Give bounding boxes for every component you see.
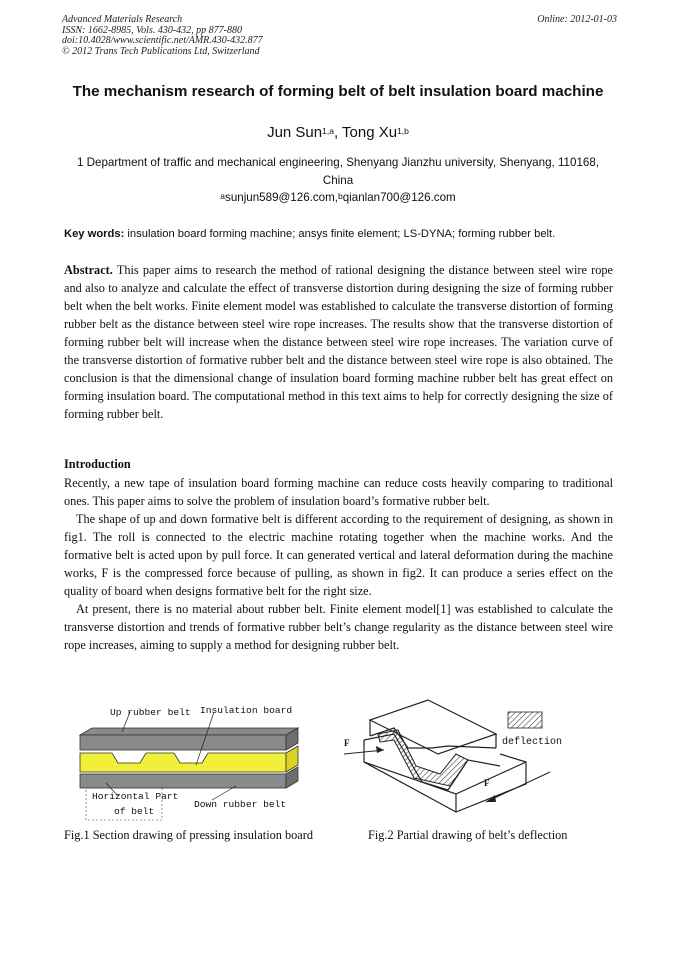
email-sup: a (220, 191, 226, 201)
up-rubber-belt (80, 728, 298, 750)
force-label-right: F (484, 778, 490, 788)
emails (62, 190, 614, 206)
copyright: © 2012 Trans Tech Publications Ltd, Switzerland (62, 45, 260, 57)
author-name: Tong Xu (342, 124, 398, 141)
label-down-belt: Down rubber belt (194, 799, 287, 810)
figure-2-diagram (336, 682, 581, 824)
abstract-label: Abstract. (64, 263, 113, 277)
abstract (64, 261, 613, 423)
journal-name: Advanced Materials Research (62, 14, 183, 25)
label-insulation-board: Insulation board (200, 705, 293, 716)
deflection-legend-swatch (508, 712, 542, 728)
force-label-left: F (344, 738, 350, 748)
label-of-belt: of belt (114, 806, 155, 817)
journal-header (62, 15, 617, 57)
introduction-body (64, 474, 613, 654)
figure-1-caption: Fig.1 Section drawing of pressing insulation board (64, 828, 313, 842)
author-sup: 1,a (322, 126, 334, 136)
paper-title: The mechanism research of forming belt of belt insulation board machine (72, 83, 604, 100)
paragraph: The shape of up and down formative belt is different according to the requirement of designing, as shown in fig1. The roll is connected to the electric machine rotating together when the machine works. And the formative belt is acted upon by pull force. It can generated vertical and lateral deformation during the machine works, F is the compressed force because of pulling, as shown in fig2. It can produce a series effect on the quality of board when designs formative belt for the right size. (64, 512, 613, 599)
keywords-text: insulation board forming machine; ansys finite element; LS-DYNA; forming rubber belt. (124, 228, 556, 240)
paragraph: At present, there is no material about rubber belt. Finite element model[1] was established to calculate the transverse distortion and trends of formative rubber belt’s change regularity as the distance between steel wire rope increases, aiming to supply a method for designing rubber belt. (64, 602, 613, 653)
abstract-text: This paper aims to research the method of rational designing the distance between steel wire rope and also to analyze and calculate the effect of transverse distortion during designing the size of forming rubber belt when the belt works. Finite element model was established to calculate the transverse distortion of forming rubber belt as the distance between steel wire rope increases. The results show that the transverse distortion of forming rubber belt will increase when the distance between steel wire rope increases. The variation curve of the transverse distortion of formative rubber belt and the distance between steel wire rope is also obtained. The conclusion is that the dimensional change of insulation board forming machine rubber belt has great effect on forming insulation board. The computational method in this text aims to help for correctly designing the size of forming rubber belt. (64, 263, 613, 422)
affiliation: 1 Department of traffic and mechanical engineering, Shenyang Jianzhu university, Shenyang, 110168, China (76, 156, 600, 187)
email-link[interactable]: qianlan700@126.com (342, 191, 456, 204)
keywords (64, 226, 616, 242)
authors (62, 123, 614, 143)
email-link[interactable]: sunjun589@126.com, (225, 191, 338, 204)
label-horizontal-part: Horizontal Part (92, 791, 179, 802)
author-name: Jun Sun (267, 124, 323, 141)
upper-die (370, 700, 496, 754)
label-up-belt: Up rubber belt (110, 707, 191, 718)
author-sup: 1,b (397, 126, 409, 136)
online-date: Online: 2012-01-03 (537, 14, 617, 25)
issn: ISSN: 1662-8985, Vols. 430-432, pp 877-880 (62, 24, 242, 36)
figure-2-caption: Fig.2 Partial drawing of belt’s deflection (368, 828, 568, 842)
doi: doi:10.4028/www.scientific.net/AMR.430-432.877 (62, 35, 263, 47)
author-separator: , (333, 124, 343, 141)
keywords-label: Key words: (64, 228, 125, 240)
legend-deflection: deflection (502, 737, 563, 748)
section-heading: Introduction (64, 457, 131, 471)
figure-1-diagram (66, 697, 306, 822)
paragraph: Recently, a new tape of insulation board forming machine can reduce costs heavily comparing to traditional ones. This paper aims to solve the problem of insulation board’s formative rubber belt. (64, 476, 613, 509)
email-sup: b (337, 191, 343, 201)
